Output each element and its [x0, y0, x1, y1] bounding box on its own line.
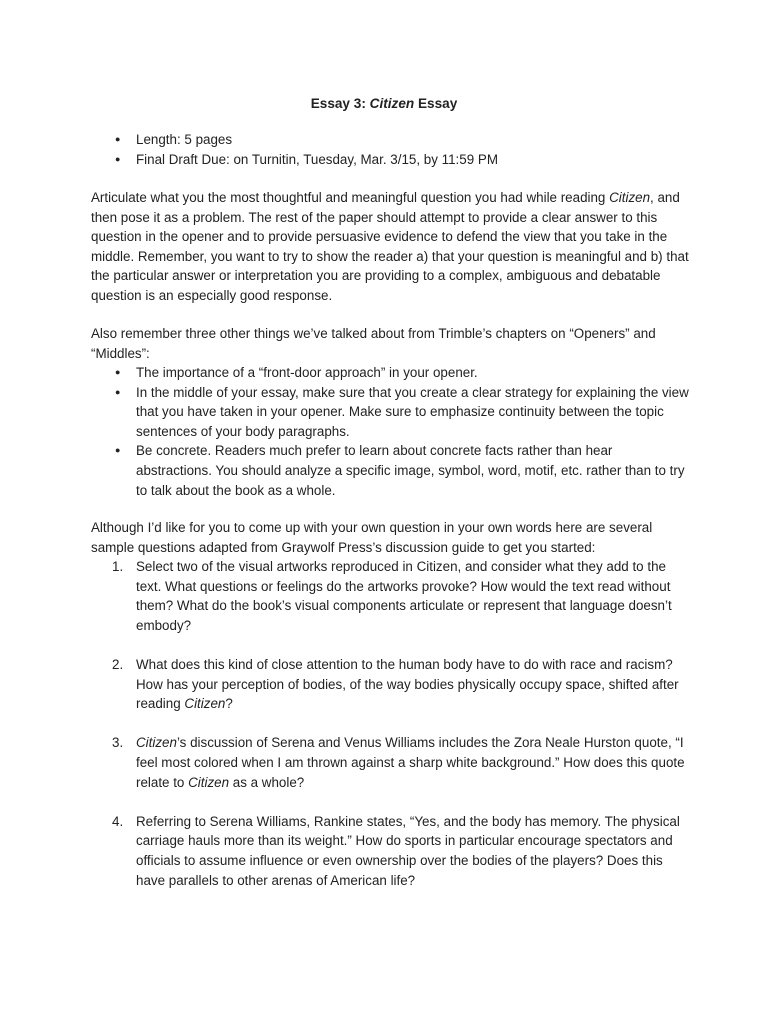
bullet-icon: ● — [115, 445, 121, 456]
title-prefix: Essay 3: — [310, 96, 370, 111]
paragraph-reminders: Also remember three other things we’ve talked about from Trimble’s chapters on “Openers” and “Middles”: — [91, 326, 656, 361]
bullet-icon: ● — [115, 367, 121, 377]
question-text: Referring to Serena Williams, Rankine states, “Yes, and the body has memory. The physical carriage hauls more than its weight.” How do sports in particular encourage spectators and officials to assume influence or even ownership over the bodies of the players? Does this have parallels to other arenas of American life? — [136, 813, 680, 888]
question-text: What does this kind of close attention to the human body have to do with race and racism? How has your perception of bodies, of the way bodies physically occupy space, shifted after reading — [136, 656, 679, 712]
list-item — [91, 130, 691, 150]
list-item — [91, 150, 691, 170]
item-number: 4. — [112, 813, 124, 829]
list-item — [91, 363, 691, 383]
question-italic: Citizen — [188, 774, 230, 790]
bullet-icon: ● — [115, 386, 121, 397]
title-italic: Citizen — [369, 96, 415, 111]
para1-part2: , and then pose it as a problem. The rest of the paper should attempt to provide a clear answer to this question in the opener and to provide persuasive evidence to defend the view that you take in the middle. Remember, you want to try to show the reader a) that your question is meaningful and b) that the particular answer or interpretation you are providing to a complex, ambiguous and debatable question is an especially good response. — [91, 190, 689, 303]
paragraph-sample-intro: Although I’d like for you to come up with your own question in your own words here are several sample questions adapted from Graywolf Press’s discussion guide to get you started: — [91, 520, 653, 555]
question-text: ? — [225, 696, 233, 712]
question-italic: Citizen — [184, 696, 226, 712]
bullet-text: Length: 5 pages — [136, 132, 233, 147]
list-item — [91, 733, 691, 792]
title-suffix: Essay — [414, 96, 458, 111]
bullet-text: The importance of a “front-door approach” in your opener. — [136, 365, 478, 380]
item-number: 1. — [112, 559, 124, 574]
paragraph-instructions — [91, 188, 691, 306]
question-italic: Citizen — [136, 735, 177, 751]
middle-bullet-list — [91, 363, 691, 500]
bullet-text: Final Draft Due: on Turnitin, Tuesday, Mar. 3/15, by 11:59 PM — [136, 151, 498, 167]
list-item — [91, 557, 691, 635]
question-text: Select two of the visual artworks reproduced in Citizen, and consider what they add to the text. What questions or feelings do the artworks provoke? How would the text read without them? What do the book’s visual components articulate or represent that language doesn’t embody? — [136, 559, 672, 633]
question-list — [91, 557, 691, 910]
question-text: ’s discussion of Serena and Venus Williams includes the Zora Neale Hurston quote, “I feel most colored when I am thrown against a sharp white background.” How does this quote relate to — [136, 735, 685, 790]
page-title — [0, 94, 768, 114]
para1-part1: Articulate what you the most thoughtful and meaningful question you had while reading — [91, 190, 610, 205]
question-text: as a whole? — [229, 774, 305, 790]
bullet-text: Be concrete. Readers much prefer to learn about concrete facts rather than hear abstractions. You should analyze a specific image, symbol, word, motif, etc. rather than to try to talk about the book as a whole. — [136, 443, 685, 498]
bullet-text: In the middle of your essay, make sure that you create a clear strategy for explaining the view that you have taken in your opener. Make sure to emphasize continuity between the topic sentences of your body paragraphs. — [136, 384, 689, 439]
bullet-icon: ● — [115, 134, 121, 144]
top-bullet-list — [91, 130, 691, 169]
list-item — [91, 383, 691, 442]
list-item — [91, 441, 691, 500]
item-number: 3. — [112, 735, 124, 751]
bullet-icon: ● — [115, 153, 121, 164]
item-number: 2. — [112, 656, 124, 672]
para1-italic: Citizen — [609, 190, 651, 205]
list-item — [91, 812, 691, 890]
list-item — [91, 655, 691, 714]
